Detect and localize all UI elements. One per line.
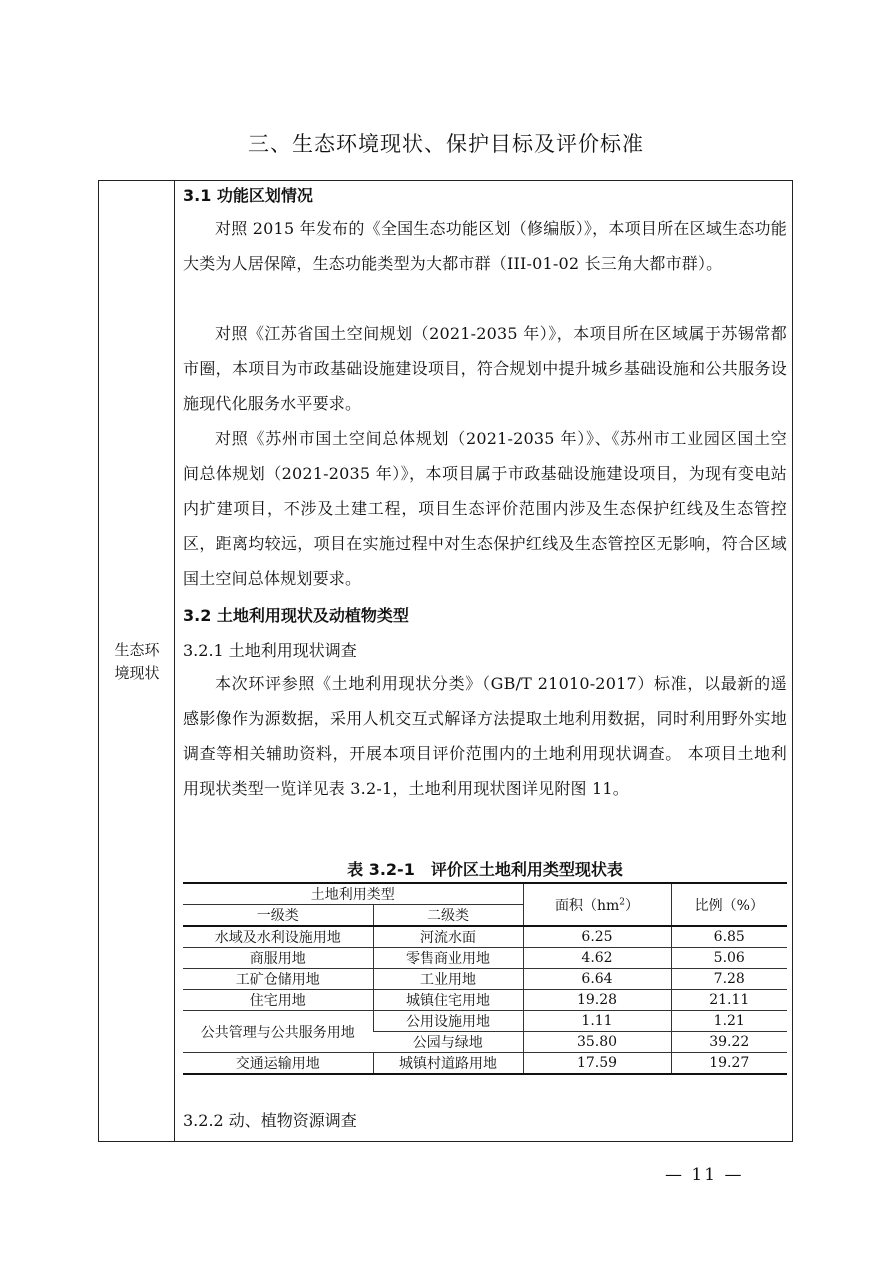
cell-ratio: 5.06 (671, 948, 787, 969)
cell-level1: 水域及水利设施用地 (183, 926, 373, 948)
cell-ratio: 39.22 (671, 1032, 787, 1053)
table-title: 表 3.2-1 评价区土地利用类型现状表 (347, 860, 623, 879)
page-number: — 11 — (665, 1165, 744, 1185)
header-level2: 二级类 (373, 905, 523, 927)
paragraph-3-1-3: 对照《苏州市国土空间总体规划（2021-2035 年）》、《苏州市工业园区国土空间总体规划（2021-2035 年）》，本项目属于市政基础设施建设项目，为现有变电站内扩建项目，不涉及土建工程，项目生态评价范围内涉及生态保护红线及生态管控区，距离均较远，项目在实施过程中对生态保护红线及生态管控区无影响，符合区域国土空间总体规划要求。 (183, 429, 787, 588)
table-row (183, 969, 787, 990)
cell-area: 19.28 (523, 990, 671, 1011)
cell-area: 35.80 (523, 1032, 671, 1053)
cell-ratio: 7.28 (671, 969, 787, 990)
header-level1: 一级类 (183, 905, 373, 927)
row-label-line1: 生态环 (114, 641, 160, 659)
cell-ratio: 1.21 (671, 1011, 787, 1032)
cell-level2: 公园与绿地 (373, 1032, 523, 1053)
cell-level2: 城镇村道路用地 (373, 1053, 523, 1075)
cell-level2: 工业用地 (373, 969, 523, 990)
header-land-type: 土地利用类型 (183, 883, 523, 905)
heading-3-2-1: 3.2.1 土地利用现状调查 (183, 641, 357, 660)
cell-area: 1.11 (523, 1011, 671, 1032)
table-row (183, 1011, 787, 1032)
cell-ratio: 21.11 (671, 990, 787, 1011)
header-ratio: 比例（%） (671, 883, 787, 926)
table-row (183, 990, 787, 1011)
table-row (183, 1053, 787, 1075)
content-frame (98, 180, 793, 1142)
cell-level2: 公用设施用地 (373, 1011, 523, 1032)
cell-level2: 零售商业用地 (373, 948, 523, 969)
row-label-line2: 境现状 (114, 664, 160, 682)
table-row (183, 948, 787, 969)
section-title: 三、生态环境现状、保护目标及评价标准 (248, 132, 644, 156)
cell-level1: 工矿仓储用地 (183, 969, 373, 990)
cell-area: 6.64 (523, 969, 671, 990)
table-row (183, 926, 787, 948)
cell-level1: 商服用地 (183, 948, 373, 969)
heading-3-2-2: 3.2.2 动、植物资源调查 (183, 1111, 357, 1130)
heading-3-2: 3.2 土地利用现状及动植物类型 (183, 606, 409, 625)
cell-area: 17.59 (523, 1053, 671, 1075)
cell-level1: 交通运输用地 (183, 1053, 373, 1075)
cell-area: 4.62 (523, 948, 671, 969)
cell-area: 6.25 (523, 926, 671, 948)
row-label (99, 639, 175, 685)
paragraph-3-1-1: 对照 2015 年发布的《全国生态功能区划（修编版）》，本项目所在区域生态功能大类为人居保障，生态功能类型为大都市群（III-01-02 长三角大都市群）。 (183, 219, 787, 273)
cell-level2: 城镇住宅用地 (373, 990, 523, 1011)
left-column (99, 181, 175, 1141)
cell-ratio: 19.27 (671, 1053, 787, 1075)
land-use-table (183, 882, 787, 1075)
heading-3-1: 3.1 功能区划情况 (183, 186, 313, 205)
cell-level1: 公共管理与公共服务用地 (183, 1011, 373, 1053)
cell-level1: 住宅用地 (183, 990, 373, 1011)
cell-ratio: 6.85 (671, 926, 787, 948)
paragraph-3-2-1: 本次环评参照《土地利用现状分类》（GB/T 21010-2017）标准，以最新的遥感影像作为源数据，采用人机交互式解译方法提取土地利用数据，同时利用野外实地调查等相关辅助资料，开展本项目评价范围内的土地利用现状调查。 本项目土地利用现状类型一览详见表 3.2-1，土地利用现状图详见附图 11。 (183, 674, 787, 798)
cell-level2: 河流水面 (373, 926, 523, 948)
paragraph-3-1-2: 对照《江苏省国土空间规划（2021-2035 年）》，本项目所在区域属于苏锡常都市圈，本项目为市政基础设施建设项目，符合规划中提升城乡基础设施和公共服务设施现代化服务水平要求。 (183, 324, 787, 413)
header-area: 面积$(hm^2)$ (523, 883, 671, 926)
